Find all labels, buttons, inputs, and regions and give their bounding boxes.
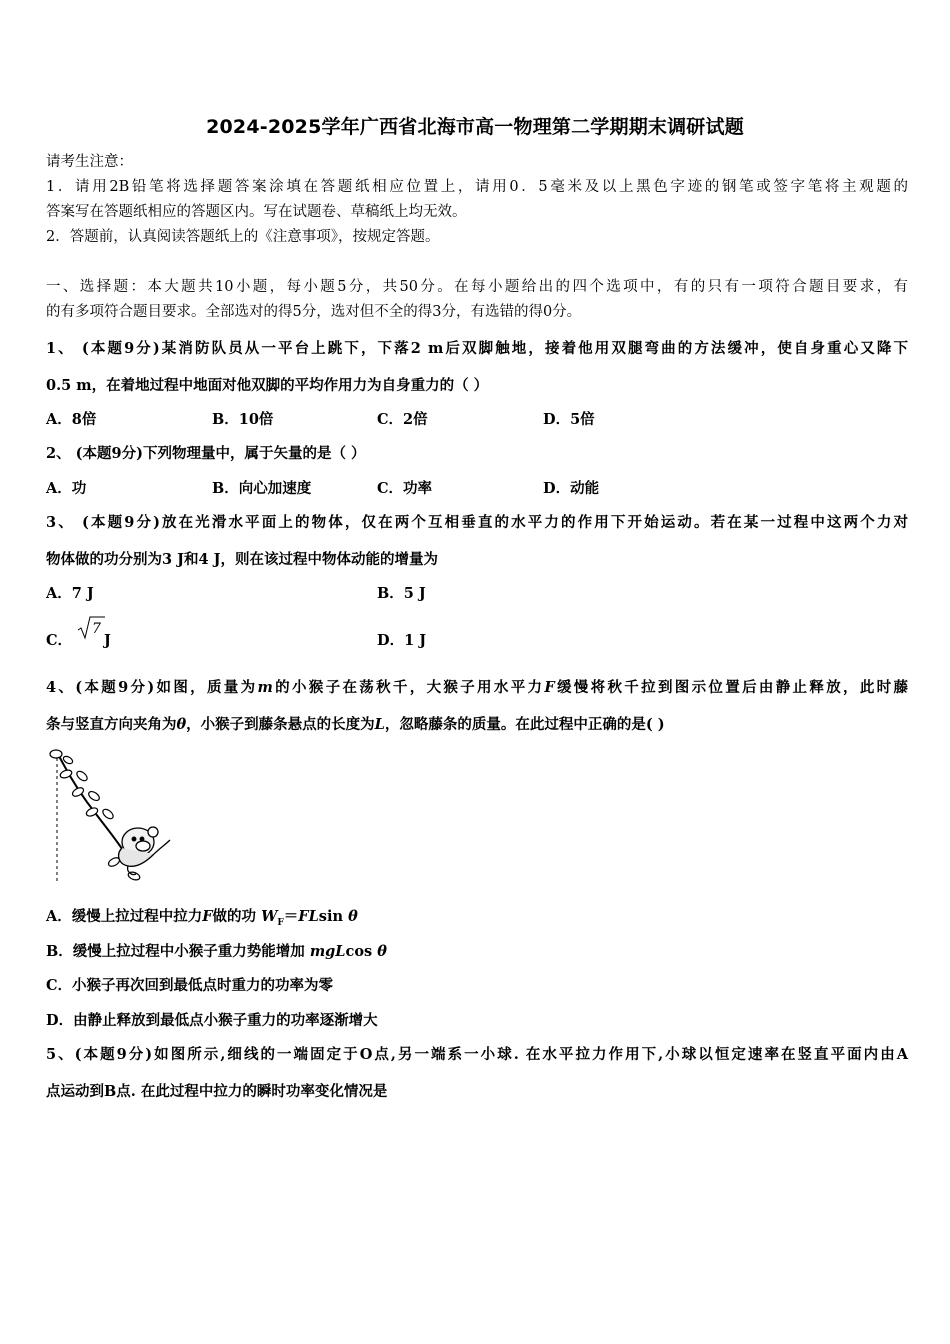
q3-option-a[interactable]: A．7 J — [46, 585, 94, 602]
sqrt-seven-formula — [76, 615, 106, 641]
monkey-ear — [148, 827, 158, 837]
question-1-line-2: 0.5 m，在着地过程中地面对他双脚的平均作用力为自身重力的（ ） — [46, 377, 489, 394]
q2-option-d[interactable]: D．动能 — [543, 480, 600, 497]
q4-option-d[interactable]: D．由静止释放到最低点小猴子重力的功率逐渐增大 — [46, 1012, 378, 1029]
q3-option-c-label[interactable]: C． — [46, 632, 73, 649]
q4-option-c[interactable]: C．小猴子再次回到最低点时重力的功率为零 — [46, 977, 334, 994]
leaf — [50, 750, 62, 758]
q2-option-b[interactable]: B．向心加速度 — [212, 480, 312, 497]
question-1-line-1: 1、 (本题9分)某消防队员从一平台上跳下，下落2 m后双脚触地，接着他用双腿弯曲的方法缓冲，使自身重心又降下 — [46, 340, 908, 357]
question-3-line-1: 3、 (本题9分)放在光滑水平面上的物体，仅在两个互相垂直的水平力的作用下开始运动。若在某一过程中这两个力对 — [46, 514, 908, 531]
q1-option-c[interactable]: C．2倍 — [377, 411, 428, 428]
question-5-line-1: 5、(本题9分)如图所示,细线的一端固定于O点,另一端系一小球. 在水平拉力作用下,小球以恒定速率在竖直平面内由A — [46, 1046, 908, 1063]
page-title: 2024-2025学年广西省北海市高一物理第二学期期末调研试题 — [206, 116, 744, 138]
monkey — [119, 827, 170, 875]
q2-option-a[interactable]: A．功 — [46, 480, 87, 497]
question-5-line-2: 点运动到B点. 在此过程中拉力的瞬时功率变化情况是 — [46, 1083, 388, 1100]
notice-item-1b: 答案写在答题纸相应的答题区内。写在试题卷、草稿纸上均无效。 — [46, 204, 467, 220]
q4-option-b[interactable]: B．缓慢上拉过程中小猴子重力势能增加 mgLcos θ — [46, 943, 387, 960]
leaf — [75, 769, 89, 782]
q4-option-a[interactable]: A．缓慢上拉过程中拉力F做的功 $W_F=FLsin$ θ — [46, 908, 358, 928]
q3-option-d[interactable]: D．1 J — [377, 632, 427, 649]
question-3-line-2: 物体做的功分别为3 J和4 J，则在该过程中物体动能的增量为 — [46, 551, 438, 568]
question-2-line-1: 2、 (本题9分)下列物理量中，属于矢量的是（ ） — [46, 445, 366, 462]
monkey-swing-figure — [48, 744, 178, 886]
monkey-eye — [140, 837, 144, 841]
monkey-face — [136, 841, 150, 851]
q1-option-a[interactable]: A．8倍 — [46, 411, 97, 428]
q3-option-c-unit: J — [104, 632, 111, 649]
notice-item-1a: 1．请用2B铅笔将选择题答案涂填在答题纸相应位置上，请用0．5毫米及以上黑色字迹的钢笔或签字笔将主观题的 — [46, 179, 908, 195]
question-4-line-2: 条与竖直方向夹角为θ，小猴子到藤条悬点的长度为L，忽略藤条的质量。在此过程中正确的是( ) — [46, 716, 665, 733]
radicand: 7 — [92, 621, 101, 637]
section-header-a: 一、选择题：本大题共10小题，每小题5分，共50分。在每小题给出的四个选项中，有的只有一项符合题目要求，有 — [46, 279, 908, 295]
q2-option-c[interactable]: C．功率 — [377, 480, 433, 497]
q1-option-d[interactable]: D．5倍 — [543, 411, 595, 428]
leaf — [101, 807, 115, 820]
leaf — [87, 790, 101, 803]
q1-option-b[interactable]: B．10倍 — [212, 411, 274, 428]
q3-option-b[interactable]: B．5 J — [377, 585, 426, 602]
question-4-line-1: 4、(本题9分)如图，质量为m的小猴子在荡秋千，大猴子用水平力F缓慢将秋千拉到图示位置后由静止释放，此时藤 — [46, 679, 909, 696]
monkey-arm — [154, 840, 170, 854]
notice-heading: 请考生注意： — [46, 154, 133, 170]
notice-item-2: 2．答题前，认真阅读答题纸上的《注意事项》，按规定答题。 — [46, 229, 440, 245]
monkey-eye — [132, 837, 136, 841]
section-header-b: 的有多项符合题目要求。全部选对的得5分，选对但不全的得3分，有选错的得0分。 — [46, 304, 582, 320]
